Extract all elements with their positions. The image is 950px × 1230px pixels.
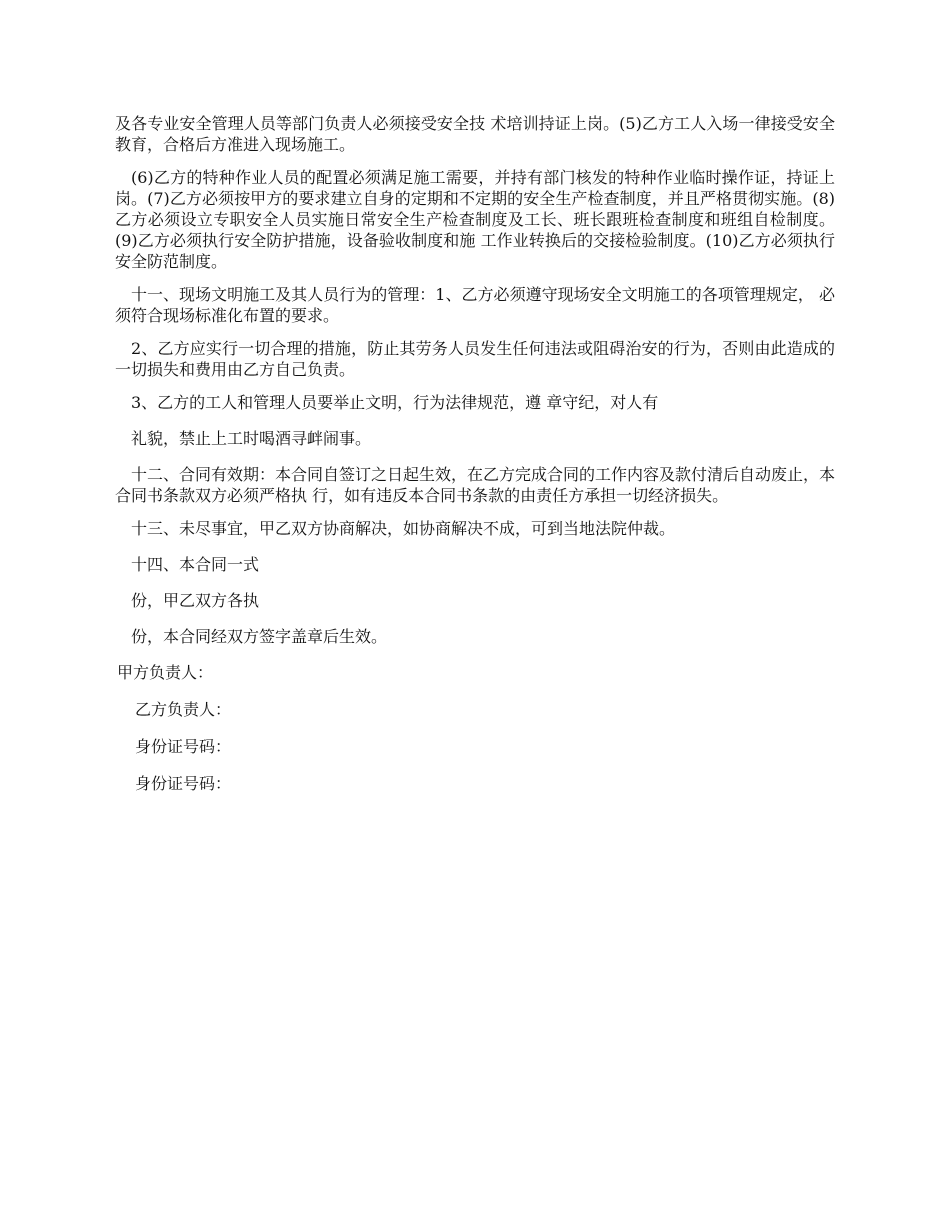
paragraph-section-twelve: 十二、合同有效期：本合同自签订之日起生效，在乙方完成合同的工作内容及款付清后自动废止，本合同书条款双方必须严格执 行，如有违反本合同书条款的由责任方承担一切经济损失。 [115, 465, 836, 505]
id-number-label: 身份证号码： [135, 737, 232, 756]
document-body [115, 113, 835, 810]
paragraph-section-eleven: 十一、现场文明施工及其人员行为的管理：1、乙方必须遵守现场安全文明施工的各项管理规定， 必须符合现场标准化布置的要求。 [115, 285, 835, 325]
paragraph-copies-each: 份，甲乙双方各执 [131, 591, 260, 610]
paragraph-lawful-conduct: 2、乙方应实行一切合理的措施，防止其劳务人员发生任何违法或阻碍治安的行为，否则由此造成的一切损失和费用由乙方自己负责。 [115, 339, 835, 379]
id-number-label: 身份证号码： [135, 774, 232, 793]
paragraph-section-thirteen: 十三、未尽事宜，甲乙双方协商解决，如协商解决不成，可到当地法院仲裁。 [131, 519, 676, 538]
paragraph-civil-behavior: 3、乙方的工人和管理人员要举止文明，行为法律规范，遵 章守纪，对人有 [131, 393, 659, 412]
party-b-representative-label: 乙方负责人： [135, 700, 232, 719]
paragraph-safety-training: 及各专业安全管理人员等部门负责人必须接受安全技 术培训持证上岗。(5)乙方工人入场一律接受安全教育，合格后方准进入现场施工。 [115, 114, 835, 154]
paragraph-no-drinking: 礼貌，禁止上工时喝酒寻衅闹事。 [131, 429, 372, 448]
paragraph-effective: 份，本合同经双方签字盖章后生效。 [131, 627, 388, 646]
party-a-representative-label: 甲方负责人： [117, 663, 214, 682]
paragraph-section-fourteen: 十四、本合同一式 [131, 555, 260, 574]
paragraph-special-operations: (6)乙方的特种作业人员的配置必须满足施工需要，并持有部门核发的特种作业临时操作证，持证上岗。(7)乙方必须按甲方的要求建立自身的定期和不定期的安全生产检查制度，并且严格贯彻实施。(8)乙方必须设立专职安全人员实施日常安全生产检查制度及工长、班长跟班检查制度和班组自检制度。(9)乙方必须执行安全防护措施，设备验收制度和施 工作业转换后的交接检验制度。(10)乙方必须执行安全防范制度。 [115, 168, 835, 271]
